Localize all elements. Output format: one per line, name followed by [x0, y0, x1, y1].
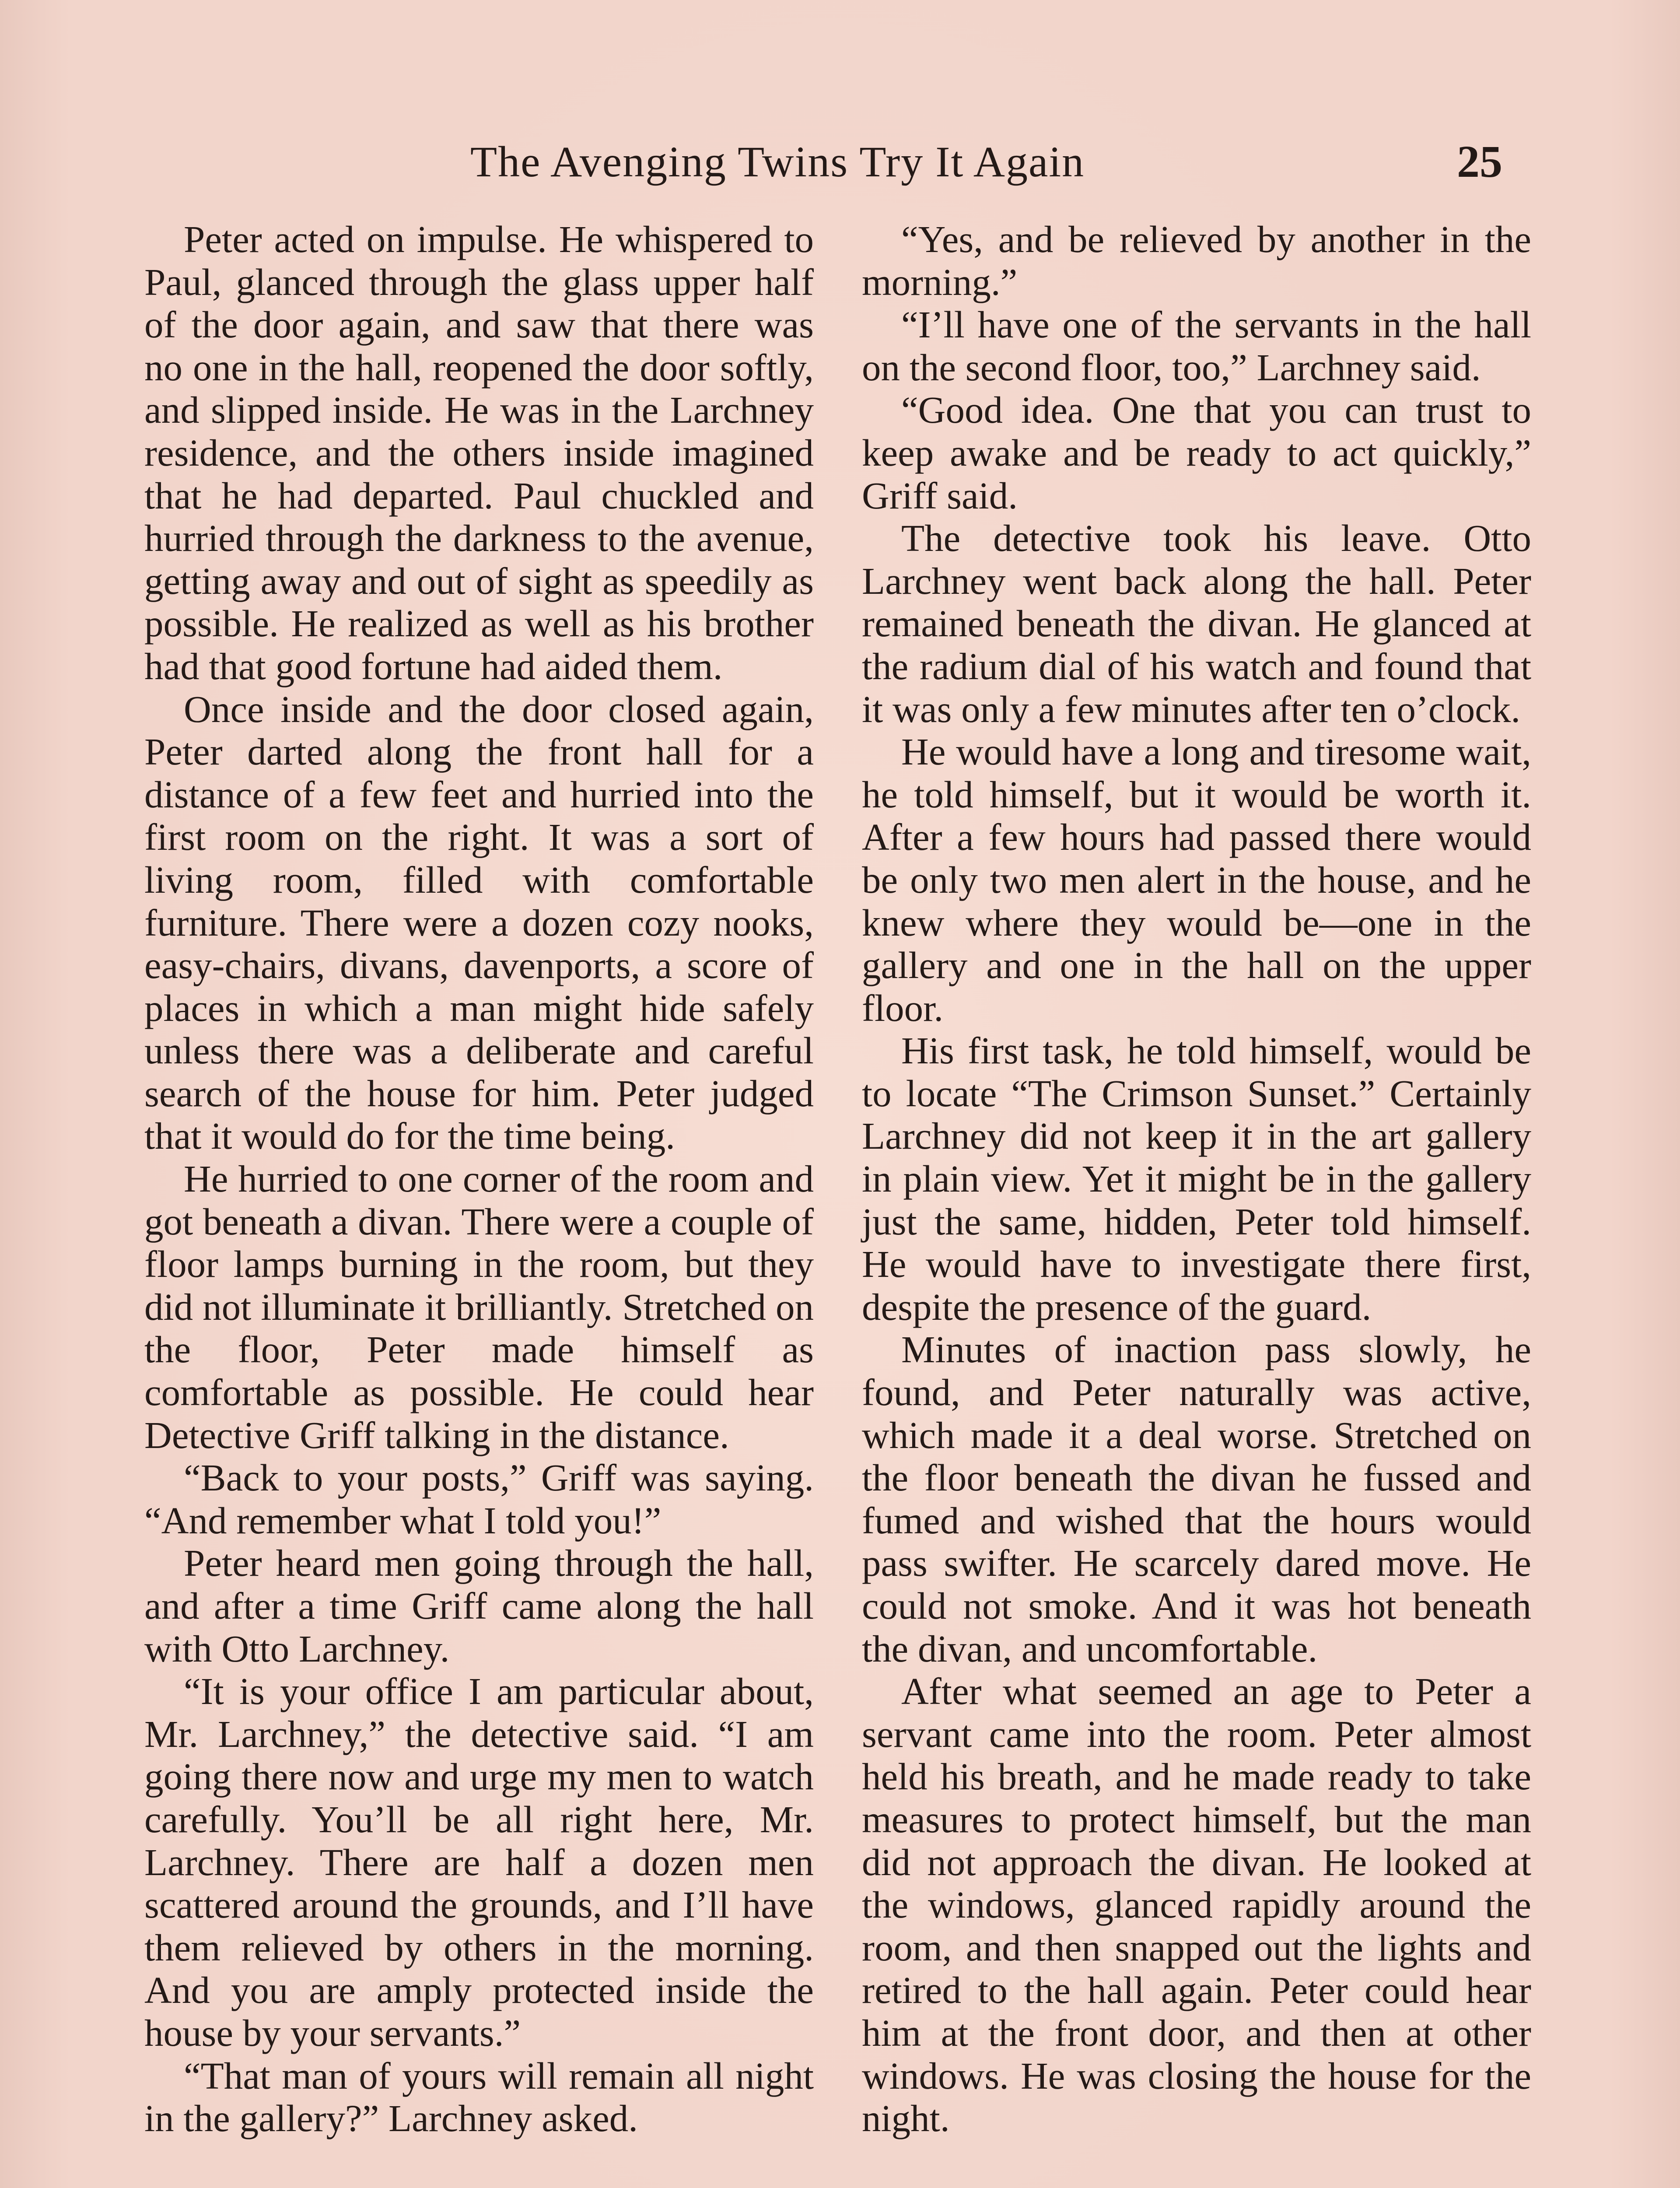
running-title: The Avenging Twins Try It Again — [470, 137, 1085, 186]
right-text-column — [862, 218, 1531, 2140]
paragraph: “I’ll have one of the servants in the hall on the second floor, too,” Larchney said. — [862, 303, 1531, 389]
left-text-column — [144, 218, 814, 2140]
paragraph: Peter heard men going through the hall, and after a time Griff came along the hall with Otto Larchney. — [144, 1542, 814, 1670]
paragraph: He hurried to one corner of the room and got beneath a divan. There were a couple of floor lamps burning in the room, but they did not illuminate it brilliantly. Stretched on the floor, Peter made himself as comfortable as possible. He could hear Detective Griff talking in the distance. — [144, 1157, 814, 1456]
paragraph: His first task, he told himself, would be to locate “The Crimson Sunset.” Certainly Larchney did not keep it in the art gallery in plain view. Yet it might be in the gallery just the same, hidden, Peter told himself. He would have to investigate there first, despite the presence of the guard. — [862, 1029, 1531, 1328]
page-header — [0, 131, 1680, 193]
paragraph: “It is your office I am particular about, Mr. Larchney,” the detective said. “I am going there now and urge my men to watch carefully. You’ll be all right here, Mr. Larchney. There are half a dozen men scattered around the grounds, and I’ll have them relieved by others in the morning. And you are amply protected inside the house by your servants.” — [144, 1670, 814, 2054]
paragraph: Once inside and the door closed again, Peter darted along the front hall for a distance of a few feet and hurried into the first room on the right. It was a sort of living room, filled with comfortable furniture. There were a dozen cozy nooks, easy-chairs, divans, davenports, a score of places in which a man might hide safely unless there was a deliberate and careful search of the house for him. Peter judged that it would do for the time being. — [144, 687, 814, 1157]
paragraph: The detective took his leave. Otto Larchney went back along the hall. Peter remained beneath the divan. He glanced at the radium dial of his watch and found that it was only a few minutes after ten o’clock. — [862, 517, 1531, 730]
paragraph: He would have a long and tiresome wait, he told himself, but it would be worth it. After a few hours had passed there would be only two men alert in the house, and he knew where they would be—one in the gallery and one in the hall on the upper floor. — [862, 730, 1531, 1029]
paragraph: “Back to your posts,” Griff was saying. “And remember what I told you!” — [144, 1456, 814, 1542]
paragraph: “That man of yours will remain all night in the gallery?” Larchney asked. — [144, 2054, 814, 2140]
page-number: 25 — [1457, 137, 1502, 187]
paragraph: Peter acted on impulse. He whispered to Paul, glanced through the glass upper half of the door again, and saw that there was no one in the hall, reopened the door softly, and slipped inside. He was in the Larchney residence, and the others inside imagined that he had departed. Paul chuckled and hurried through the darkness to the avenue, getting away and out of sight as speedily as possible. He realized as well as his brother had that good fortune had aided them. — [144, 218, 814, 687]
paragraph: “Yes, and be relieved by another in the morning.” — [862, 218, 1531, 303]
paragraph: “Good idea. One that you can trust to keep awake and be ready to act quickly,” Griff said. — [862, 389, 1531, 517]
paragraph: After what seemed an age to Peter a servant came into the room. Peter almost held his breath, and he made ready to take measures to protect himself, but the man did not approach the divan. He looked at the windows, glanced rapidly around the room, and then snapped out the lights and retired to the hall again. Peter could hear him at the front door, and then at other windows. He was closing the house for the night. — [862, 1670, 1531, 2140]
paragraph: Minutes of inaction pass slowly, he found, and Peter naturally was active, which made it a deal worse. Stretched on the floor beneath the divan he fussed and fumed and wished that the hours would pass swifter. He scarcely dared move. He could not smoke. And it was hot beneath the divan, and uncomfortable. — [862, 1328, 1531, 1670]
